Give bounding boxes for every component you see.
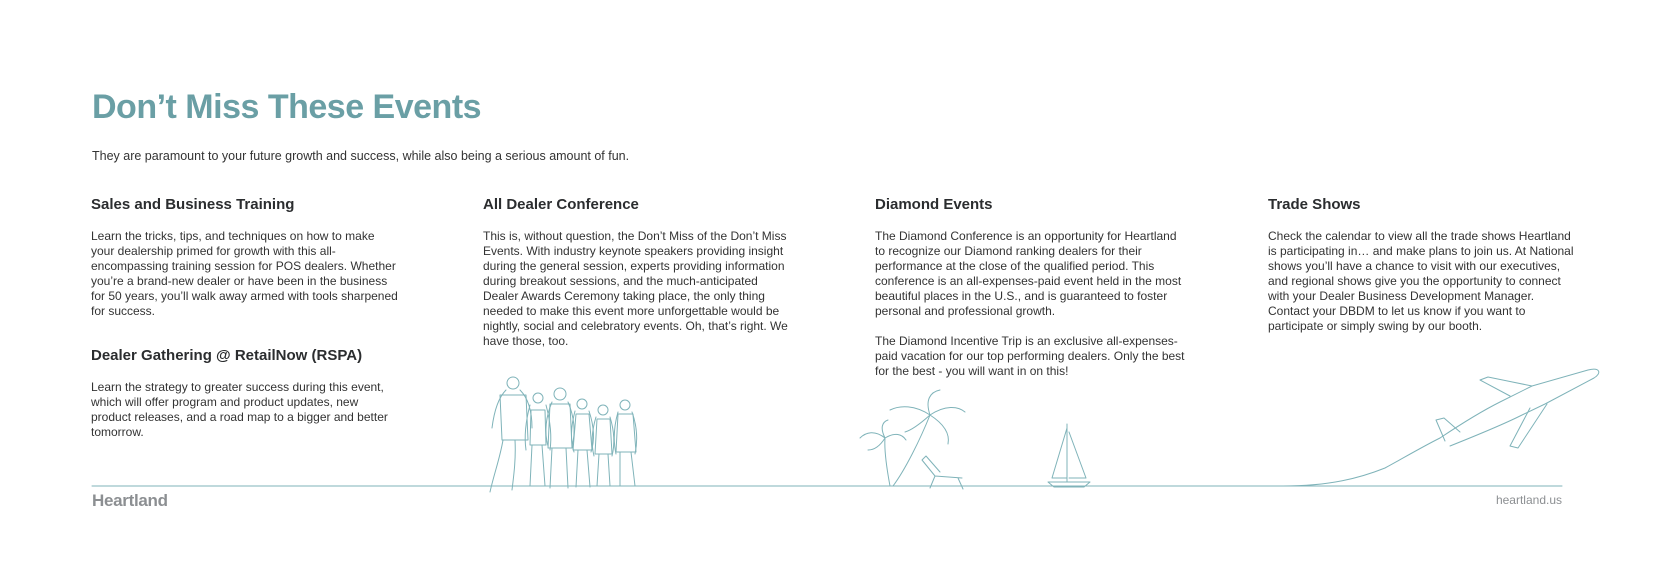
event-description: This is, without question, the Don’t Miss of the Don’t Miss Events. With industry keynote speakers providing insight during the general session, experts providing information during breakout sessions, and the much-anticipated Dealer Awards Ceremony taking place, the only thing needed to make this event more unforgettable would be nightly, social and celebratory events. Oh, that’s right. We have those, too. bbox=[483, 229, 788, 348]
website-link[interactable]: heartland.us bbox=[1495, 493, 1562, 507]
sailboat-illustration bbox=[1048, 424, 1090, 487]
page-title: Don’t Miss These Events bbox=[92, 88, 482, 126]
horizon-line bbox=[92, 438, 1440, 486]
airplane-illustration bbox=[1436, 369, 1599, 448]
palm-trees-illustration bbox=[860, 390, 965, 486]
event-heading: Sales and Business Training bbox=[91, 196, 295, 213]
event-description: Learn the strategy to greater success during this event, which will offer program and product updates, new product releases, and a road map to a bigger and better tomorrow. bbox=[91, 380, 388, 439]
event-all-dealer-conference bbox=[483, 196, 793, 349]
beach-chair-illustration bbox=[922, 456, 963, 489]
event-sales-training bbox=[91, 196, 401, 319]
page-subtitle: They are paramount to your future growth and success, while also being a serious amount of fun. bbox=[92, 149, 630, 163]
event-description: The Diamond Conference is an opportunity for Heartland to recognize our Diamond ranking dealers for their performance at the close of the qualified period. This conference is an all-expenses-paid event held in the most beautiful places in the U.S., and is guaranteed to foster personal and professional growth. bbox=[875, 229, 1182, 318]
event-description-2: The Diamond Incentive Trip is an exclusive all-expenses-paid vacation for our top performing dealers. Only the best for the best - you will want in on this! bbox=[875, 334, 1185, 378]
event-dealer-gathering bbox=[91, 347, 401, 440]
event-trade-shows bbox=[1268, 196, 1578, 334]
event-heading: Diamond Events bbox=[875, 196, 993, 213]
event-heading: Trade Shows bbox=[1268, 196, 1361, 213]
people-group-illustration bbox=[490, 377, 637, 492]
event-diamond bbox=[875, 196, 1185, 379]
event-heading: All Dealer Conference bbox=[483, 196, 639, 213]
event-description: Check the calendar to view all the trade shows Heartland is participating in… and make plans to join us. At National shows you’ll have a chance to visit with our executives, and regional shows give you the opportunity to connect with your Dealer Business Development Manager. Contact your DBDM to let us know if you want to participate or simply swing by our booth. bbox=[1268, 229, 1574, 333]
event-description: Learn the tricks, tips, and techniques on how to make your dealership primed for growth with this all-encompassing training session for POS dealers. Whether you’re a brand-new dealer or have been in the business for 50 years, you’ll walk away armed with tools sharpened for success. bbox=[91, 229, 398, 318]
heartland-logo: Heartland bbox=[92, 491, 168, 510]
event-heading: Dealer Gathering @ RetailNow (RSPA) bbox=[91, 347, 363, 364]
